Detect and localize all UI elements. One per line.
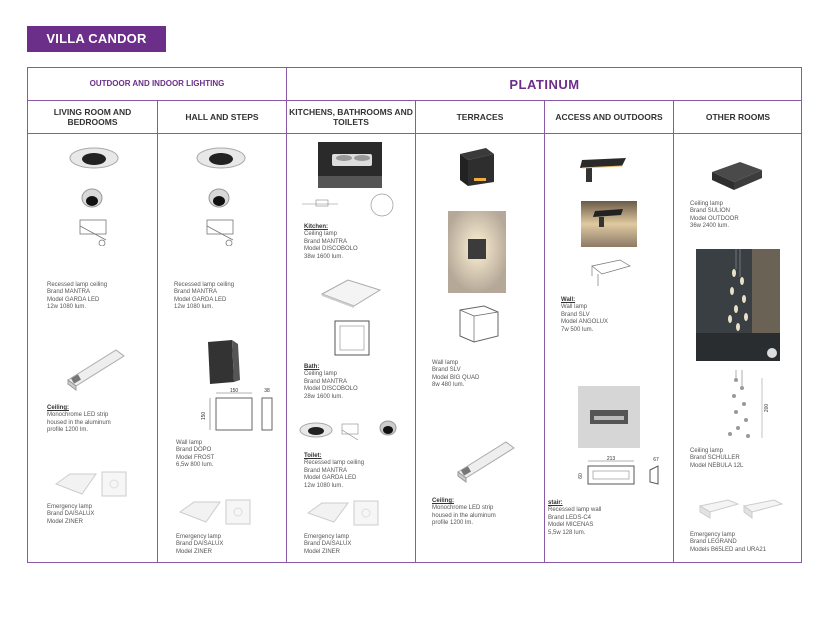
column-header: OTHER ROOMS bbox=[705, 112, 771, 122]
legrand-emergency-lamp-icon bbox=[698, 496, 784, 522]
garda-led-toilet-icon bbox=[294, 418, 406, 448]
column-header: TERRACES bbox=[456, 112, 504, 122]
caption-bath: Bath: Ceiling lamp Brand MANTRA Model DISCOBOLO 28w 1600 lum. bbox=[304, 364, 358, 400]
column-header: ACCESS AND OUTDOORS bbox=[555, 112, 663, 122]
caption-legrand: Emergency lamp Brand LEGRAND Models B65LED and URA21 bbox=[690, 532, 767, 553]
column-divider bbox=[673, 100, 674, 562]
nebula-height: 200 bbox=[764, 403, 770, 413]
column-divider bbox=[544, 100, 545, 562]
column-divider bbox=[286, 68, 287, 562]
caption-emergency: Emergency lamp Brand DAISALUX Model ZINER bbox=[304, 534, 352, 555]
led-strip-icon bbox=[64, 346, 126, 391]
angolux-photo bbox=[581, 201, 637, 247]
micenas-height: 60 bbox=[578, 473, 584, 479]
discobolo-ceiling-lamp-icon bbox=[318, 142, 382, 188]
square-lamp-drawing bbox=[332, 318, 372, 360]
caption-emergency: Emergency lamp Brand DAISALUX Model ZINER bbox=[47, 504, 95, 525]
angolux-drawing bbox=[588, 256, 634, 290]
frost-wall-lamp-icon bbox=[204, 338, 252, 386]
caption-big-quad: Wall lamp Brand SLV Model BIG QUAD 8w 480 lum. bbox=[432, 360, 480, 389]
nebula-chandelier-photo bbox=[696, 249, 780, 361]
caption-sulion: Ceiling lamp Brand SULION Model OUTDOOR 36w 2400 lum. bbox=[690, 201, 739, 230]
caption-nebula: Ceiling lamp Brand SCHULLER Model NEBULA 12L bbox=[690, 448, 744, 469]
discobolo-dimension-drawing bbox=[298, 192, 398, 218]
caption-garda: Recessed lamp ceiling Brand MANTRA Model GARDA LED 12w 1080 lum. bbox=[47, 282, 108, 311]
caption-garda: Recessed lamp ceiling Brand MANTRA Model GARDA LED 12w 1080 lum. bbox=[174, 282, 235, 311]
frost-width: 150 bbox=[229, 388, 239, 394]
project-badge: VILLA CANDOR bbox=[27, 26, 166, 52]
section-title-platinum: PLATINUM bbox=[509, 77, 580, 92]
emergency-lamp-icon bbox=[54, 470, 130, 498]
caption-micenas: stair: Recessed lamp wall Brand LEDS-C4 Model MICENAS 5,5w 128 lum. bbox=[548, 500, 602, 536]
column-divider bbox=[415, 100, 416, 562]
column-header: HALL AND STEPS bbox=[185, 112, 259, 122]
micenas-depth: 67 bbox=[653, 457, 659, 463]
big-quad-photo bbox=[448, 211, 506, 293]
nebula-drawing bbox=[718, 368, 778, 448]
micenas-step-light-photo bbox=[578, 386, 640, 448]
led-strip-icon bbox=[454, 438, 516, 484]
caption-frost: Wall lamp Brand DOPO Model FROST 6,5w 800 lum. bbox=[176, 440, 215, 469]
column-header: KITCHENS, BATHROOMS AND TOILETS bbox=[289, 107, 413, 127]
section-title-lighting: OUTDOOR AND INDOOR LIGHTING bbox=[89, 79, 225, 88]
caption-angolux: Wall: Wall lamp Brand SLV Model ANGOLUX 7w 500 lum. bbox=[561, 297, 609, 333]
caption-toilet: Toilet: Recessed lamp ceiling Brand MANTRA Model GARDA LED 12w 1080 lum. bbox=[304, 453, 365, 489]
micenas-dimension-drawing bbox=[576, 456, 676, 490]
angolux-wall-lamp-icon bbox=[578, 156, 630, 186]
big-quad-drawing bbox=[454, 304, 506, 346]
caption-led-strip: Ceiling: Monochrome LED strip housed in the aluminum profile 1200 lm. bbox=[47, 405, 111, 434]
frost-height: 150 bbox=[201, 411, 207, 421]
frost-depth: 38 bbox=[264, 388, 270, 394]
column-divider bbox=[157, 100, 158, 562]
garda-led-downlight-icon bbox=[68, 146, 120, 246]
caption-led-strip: Ceiling: Monochrome LED strip housed in the aluminum profile 1200 lm. bbox=[432, 498, 496, 527]
caption-kitchen: Kitchen: Ceiling lamp Brand MANTRA Model DISCOBOLO 38w 1600 lum. bbox=[304, 224, 358, 260]
square-ceiling-lamp-icon bbox=[318, 278, 384, 310]
outdoor-wall-lamp-icon bbox=[458, 146, 498, 190]
lighting-table bbox=[27, 67, 802, 563]
column-header: LIVING ROOM AND BEDROOMS bbox=[53, 107, 132, 127]
emergency-lamp-icon bbox=[306, 500, 382, 526]
micenas-width: 213 bbox=[606, 456, 616, 462]
garda-led-downlight-icon bbox=[195, 146, 247, 246]
caption-emergency: Emergency lamp Brand DAISALUX Model ZINER bbox=[176, 534, 224, 555]
emergency-lamp-icon bbox=[178, 498, 254, 526]
frost-dimension-drawing bbox=[196, 388, 292, 436]
sulion-ceiling-lamp-icon bbox=[708, 160, 764, 196]
